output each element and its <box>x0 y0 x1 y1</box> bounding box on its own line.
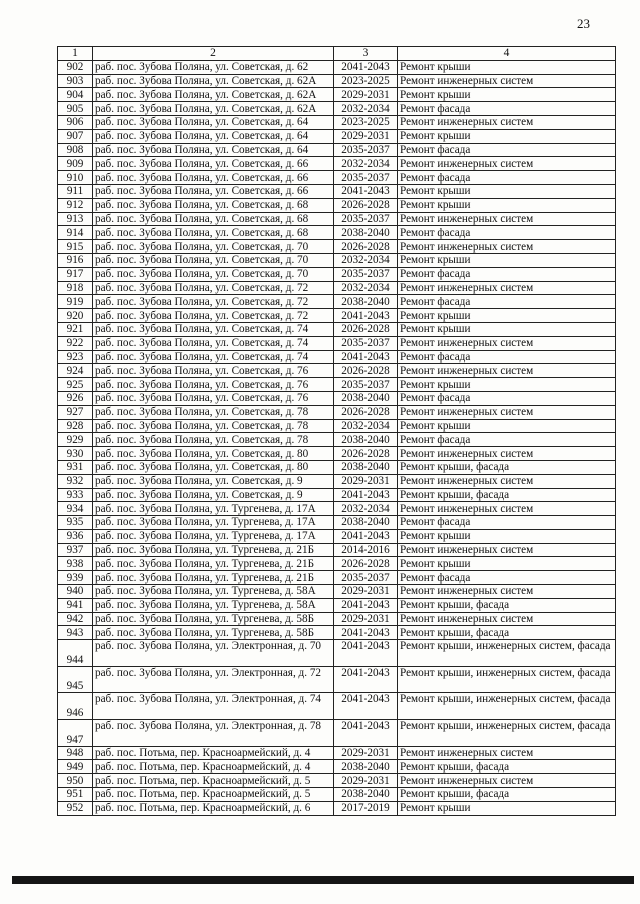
row-address: раб. пос. Зубова Поляна, ул. Советская, д. 68 <box>93 198 334 212</box>
row-period: 2032-2034 <box>334 281 398 295</box>
row-work: Ремонт крыши <box>398 253 616 267</box>
row-period: 2035-2037 <box>334 336 398 350</box>
row-work: Ремонт фасада <box>398 102 616 116</box>
row-period: 2029-2031 <box>334 746 398 760</box>
row-work: Ремонт фасада <box>398 171 616 185</box>
row-number: 911 <box>58 184 93 198</box>
table-row <box>58 309 616 323</box>
page-number: 23 <box>577 16 590 31</box>
row-work: Ремонт крыши, фасада <box>398 788 616 802</box>
row-period: 2041-2043 <box>334 488 398 502</box>
row-address: раб. пос. Зубова Поляна, ул. Тургенева, д. 58А <box>93 598 334 612</box>
row-work: Ремонт инженерных систем <box>398 364 616 378</box>
row-address: раб. пос. Зубова Поляна, ул. Тургенева, д. 58Б <box>93 612 334 626</box>
row-address: раб. пос. Зубова Поляна, ул. Советская, д. 66 <box>93 184 334 198</box>
table-row <box>58 788 616 802</box>
row-address: раб. пос. Зубова Поляна, ул. Советская, д. 70 <box>93 240 334 254</box>
row-period: 2026-2028 <box>334 240 398 254</box>
row-period: 2029-2031 <box>334 774 398 788</box>
row-work: Ремонт инженерных систем <box>398 336 616 350</box>
row-number: 902 <box>58 60 93 74</box>
row-number: 927 <box>58 405 93 419</box>
table-row <box>58 115 616 129</box>
row-address: раб. пос. Зубова Поляна, ул. Советская, д. 80 <box>93 447 334 461</box>
row-address: раб. пос. Зубова Поляна, ул. Тургенева, д. 17А <box>93 529 334 543</box>
table-body <box>58 60 616 815</box>
row-period: 2029-2031 <box>334 585 398 599</box>
row-period: 2032-2034 <box>334 419 398 433</box>
row-address: раб. пос. Потьма, пер. Красноармейский, д. 5 <box>93 774 334 788</box>
row-number: 920 <box>58 309 93 323</box>
row-number: 951 <box>58 788 93 802</box>
row-work: Ремонт инженерных систем <box>398 543 616 557</box>
row-period: 2029-2031 <box>334 129 398 143</box>
row-period: 2035-2037 <box>334 378 398 392</box>
table-row <box>58 184 616 198</box>
row-number: 937 <box>58 543 93 557</box>
table-row <box>58 571 616 585</box>
row-work: Ремонт инженерных систем <box>398 74 616 88</box>
row-work: Ремонт крыши <box>398 529 616 543</box>
table-row <box>58 253 616 267</box>
row-work: Ремонт крыши <box>398 198 616 212</box>
row-number: 905 <box>58 102 93 116</box>
row-work: Ремонт фасада <box>398 571 616 585</box>
row-work: Ремонт фасада <box>398 350 616 364</box>
row-work: Ремонт инженерных систем <box>398 474 616 488</box>
row-work: Ремонт крыши, инженерных систем, фасада <box>398 640 616 667</box>
row-address: раб. пос. Зубова Поляна, ул. Советская, д. 70 <box>93 253 334 267</box>
row-address: раб. пос. Зубова Поляна, ул. Советская, д. 76 <box>93 391 334 405</box>
row-period: 2035-2037 <box>334 267 398 281</box>
table-row <box>58 720 616 747</box>
row-address: раб. пос. Зубова Поляна, ул. Электронная, д. 74 <box>93 693 334 720</box>
row-number: 932 <box>58 474 93 488</box>
column-header-work: 4 <box>398 47 616 61</box>
row-address: раб. пос. Потьма, пер. Красноармейский, д. 4 <box>93 746 334 760</box>
row-number: 931 <box>58 460 93 474</box>
row-number: 946 <box>58 693 93 720</box>
table-row <box>58 516 616 530</box>
row-work: Ремонт инженерных систем <box>398 281 616 295</box>
row-address: раб. пос. Зубова Поляна, ул. Советская, д. 9 <box>93 474 334 488</box>
row-address: раб. пос. Зубова Поляна, ул. Тургенева, д. 17А <box>93 502 334 516</box>
table-row <box>58 529 616 543</box>
row-period: 2032-2034 <box>334 157 398 171</box>
table-row <box>58 171 616 185</box>
row-number: 916 <box>58 253 93 267</box>
table-row <box>58 612 616 626</box>
table-row <box>58 267 616 281</box>
table-row <box>58 295 616 309</box>
row-address: раб. пос. Зубова Поляна, ул. Советская, д. 66 <box>93 157 334 171</box>
row-address: раб. пос. Зубова Поляна, ул. Советская, д. 64 <box>93 115 334 129</box>
row-number: 919 <box>58 295 93 309</box>
column-header-number: 1 <box>58 47 93 61</box>
row-address: раб. пос. Зубова Поляна, ул. Тургенева, д. 17А <box>93 516 334 530</box>
table-row <box>58 143 616 157</box>
row-period: 2035-2037 <box>334 212 398 226</box>
row-address: раб. пос. Зубова Поляна, ул. Советская, д. 78 <box>93 419 334 433</box>
row-period: 2017-2019 <box>334 801 398 815</box>
row-work: Ремонт фасада <box>398 226 616 240</box>
row-number: 908 <box>58 143 93 157</box>
row-address: раб. пос. Потьма, пер. Красноармейский, д. 6 <box>93 801 334 815</box>
row-address: раб. пос. Зубова Поляна, ул. Советская, д. 80 <box>93 460 334 474</box>
row-address: раб. пос. Зубова Поляна, ул. Тургенева, д. 58А <box>93 585 334 599</box>
row-period: 2038-2040 <box>334 295 398 309</box>
row-number: 944 <box>58 640 93 667</box>
row-number: 915 <box>58 240 93 254</box>
row-period: 2029-2031 <box>334 612 398 626</box>
row-period: 2038-2040 <box>334 516 398 530</box>
row-work: Ремонт инженерных систем <box>398 157 616 171</box>
row-work: Ремонт крыши <box>398 378 616 392</box>
row-number: 903 <box>58 74 93 88</box>
row-number: 909 <box>58 157 93 171</box>
row-address: раб. пос. Зубова Поляна, ул. Советская, д. 66 <box>93 171 334 185</box>
table-row <box>58 693 616 720</box>
row-period: 2038-2040 <box>334 760 398 774</box>
row-period: 2023-2025 <box>334 74 398 88</box>
table-row <box>58 433 616 447</box>
row-period: 2041-2043 <box>334 529 398 543</box>
row-address: раб. пос. Зубова Поляна, ул. Советская, д. 62А <box>93 102 334 116</box>
row-number: 945 <box>58 666 93 693</box>
row-address: раб. пос. Зубова Поляна, ул. Советская, д. 72 <box>93 281 334 295</box>
row-work: Ремонт крыши <box>398 309 616 323</box>
table-row <box>58 405 616 419</box>
row-address: раб. пос. Зубова Поляна, ул. Советская, д. 9 <box>93 488 334 502</box>
row-address: раб. пос. Зубова Поляна, ул. Советская, д. 62А <box>93 88 334 102</box>
row-address: раб. пос. Зубова Поляна, ул. Тургенева, д. 21Б <box>93 543 334 557</box>
row-number: 913 <box>58 212 93 226</box>
row-period: 2032-2034 <box>334 502 398 516</box>
table-row <box>58 281 616 295</box>
row-address: раб. пос. Зубова Поляна, ул. Советская, д. 68 <box>93 212 334 226</box>
table-row <box>58 240 616 254</box>
row-work: Ремонт крыши <box>398 88 616 102</box>
row-number: 917 <box>58 267 93 281</box>
row-period: 2041-2043 <box>334 666 398 693</box>
row-work: Ремонт фасада <box>398 267 616 281</box>
row-address: раб. пос. Зубова Поляна, ул. Советская, д. 72 <box>93 309 334 323</box>
row-address: раб. пос. Зубова Поляна, ул. Советская, д. 78 <box>93 433 334 447</box>
table-row <box>58 626 616 640</box>
row-work: Ремонт инженерных систем <box>398 502 616 516</box>
row-work: Ремонт фасада <box>398 433 616 447</box>
row-work: Ремонт крыши, фасада <box>398 598 616 612</box>
row-address: раб. пос. Зубова Поляна, ул. Советская, д. 62 <box>93 60 334 74</box>
row-address: раб. пос. Зубова Поляна, ул. Советская, д. 76 <box>93 378 334 392</box>
row-address: раб. пос. Зубова Поляна, ул. Советская, д. 76 <box>93 364 334 378</box>
row-number: 918 <box>58 281 93 295</box>
row-period: 2038-2040 <box>334 460 398 474</box>
row-work: Ремонт фасада <box>398 143 616 157</box>
row-number: 952 <box>58 801 93 815</box>
row-work: Ремонт крыши, инженерных систем, фасада <box>398 693 616 720</box>
row-number: 947 <box>58 720 93 747</box>
column-header-address: 2 <box>93 47 334 61</box>
row-number: 943 <box>58 626 93 640</box>
row-period: 2014-2016 <box>334 543 398 557</box>
row-number: 914 <box>58 226 93 240</box>
row-address: раб. пос. Зубова Поляна, ул. Электронная, д. 72 <box>93 666 334 693</box>
row-number: 934 <box>58 502 93 516</box>
table-row <box>58 488 616 502</box>
row-period: 2023-2025 <box>334 115 398 129</box>
row-period: 2035-2037 <box>334 571 398 585</box>
row-work: Ремонт инженерных систем <box>398 240 616 254</box>
row-number: 938 <box>58 557 93 571</box>
table-row <box>58 198 616 212</box>
row-work: Ремонт инженерных систем <box>398 212 616 226</box>
row-period: 2026-2028 <box>334 405 398 419</box>
row-work: Ремонт фасада <box>398 295 616 309</box>
row-period: 2038-2040 <box>334 226 398 240</box>
row-address: раб. пос. Зубова Поляна, ул. Советская, д. 62А <box>93 74 334 88</box>
row-work: Ремонт крыши, фасада <box>398 460 616 474</box>
column-header-period: 3 <box>334 47 398 61</box>
table-row <box>58 226 616 240</box>
row-work: Ремонт крыши, инженерных систем, фасада <box>398 720 616 747</box>
table-row <box>58 666 616 693</box>
table-row <box>58 502 616 516</box>
table-row <box>58 557 616 571</box>
row-period: 2041-2043 <box>334 598 398 612</box>
row-number: 928 <box>58 419 93 433</box>
row-work: Ремонт крыши <box>398 322 616 336</box>
row-period: 2026-2028 <box>334 557 398 571</box>
row-address: раб. пос. Зубова Поляна, ул. Тургенева, д. 21Б <box>93 557 334 571</box>
table-row <box>58 364 616 378</box>
row-work: Ремонт инженерных систем <box>398 746 616 760</box>
row-period: 2041-2043 <box>334 640 398 667</box>
row-work: Ремонт инженерных систем <box>398 447 616 461</box>
repair-schedule-table <box>57 46 616 816</box>
row-address: раб. пос. Зубова Поляна, ул. Советская, д. 74 <box>93 322 334 336</box>
table-row <box>58 391 616 405</box>
table-row <box>58 746 616 760</box>
table-row <box>58 460 616 474</box>
row-work: Ремонт инженерных систем <box>398 115 616 129</box>
row-work: Ремонт крыши <box>398 184 616 198</box>
row-number: 936 <box>58 529 93 543</box>
row-number: 941 <box>58 598 93 612</box>
row-work: Ремонт крыши <box>398 801 616 815</box>
row-work: Ремонт крыши <box>398 129 616 143</box>
table-row <box>58 74 616 88</box>
row-period: 2026-2028 <box>334 447 398 461</box>
row-address: раб. пос. Зубова Поляна, ул. Электронная, д. 78 <box>93 720 334 747</box>
row-number: 907 <box>58 129 93 143</box>
table-row <box>58 474 616 488</box>
row-number: 949 <box>58 760 93 774</box>
row-period: 2035-2037 <box>334 171 398 185</box>
table-row <box>58 88 616 102</box>
table-row <box>58 543 616 557</box>
row-work: Ремонт крыши, фасада <box>398 488 616 502</box>
table-row <box>58 102 616 116</box>
row-number: 912 <box>58 198 93 212</box>
row-address: раб. пос. Зубова Поляна, ул. Советская, д. 74 <box>93 350 334 364</box>
row-number: 921 <box>58 322 93 336</box>
row-address: раб. пос. Потьма, пер. Красноармейский, д. 4 <box>93 760 334 774</box>
row-number: 940 <box>58 585 93 599</box>
row-period: 2041-2043 <box>334 626 398 640</box>
row-number: 929 <box>58 433 93 447</box>
row-address: раб. пос. Зубова Поляна, ул. Тургенева, д. 21Б <box>93 571 334 585</box>
row-number: 906 <box>58 115 93 129</box>
row-period: 2032-2034 <box>334 102 398 116</box>
row-work: Ремонт инженерных систем <box>398 612 616 626</box>
row-period: 2035-2037 <box>334 143 398 157</box>
row-work: Ремонт крыши, инженерных систем, фасада <box>398 666 616 693</box>
row-address: раб. пос. Зубова Поляна, ул. Советская, д. 64 <box>93 143 334 157</box>
row-period: 2026-2028 <box>334 198 398 212</box>
row-period: 2029-2031 <box>334 88 398 102</box>
row-period: 2038-2040 <box>334 433 398 447</box>
table-row <box>58 60 616 74</box>
row-number: 930 <box>58 447 93 461</box>
row-address: раб. пос. Зубова Поляна, ул. Советская, д. 68 <box>93 226 334 240</box>
row-work: Ремонт крыши, фасада <box>398 760 616 774</box>
row-number: 948 <box>58 746 93 760</box>
row-period: 2041-2043 <box>334 350 398 364</box>
row-work: Ремонт крыши, фасада <box>398 626 616 640</box>
row-address: раб. пос. Зубова Поляна, ул. Тургенева, д. 58Б <box>93 626 334 640</box>
row-number: 933 <box>58 488 93 502</box>
row-work: Ремонт инженерных систем <box>398 774 616 788</box>
row-period: 2041-2043 <box>334 184 398 198</box>
table-row <box>58 378 616 392</box>
row-work: Ремонт крыши <box>398 557 616 571</box>
table-row <box>58 447 616 461</box>
row-number: 904 <box>58 88 93 102</box>
row-period: 2032-2034 <box>334 253 398 267</box>
table-row <box>58 419 616 433</box>
row-work: Ремонт инженерных систем <box>398 585 616 599</box>
row-number: 939 <box>58 571 93 585</box>
row-work: Ремонт фасада <box>398 516 616 530</box>
row-period: 2041-2043 <box>334 60 398 74</box>
row-number: 926 <box>58 391 93 405</box>
scan-edge-bar <box>12 876 634 884</box>
table-header-row <box>58 47 616 61</box>
table-row <box>58 774 616 788</box>
row-work: Ремонт крыши <box>398 60 616 74</box>
row-period: 2041-2043 <box>334 693 398 720</box>
row-period: 2026-2028 <box>334 322 398 336</box>
table-row <box>58 598 616 612</box>
row-number: 923 <box>58 350 93 364</box>
table-row <box>58 336 616 350</box>
table-row <box>58 801 616 815</box>
row-period: 2038-2040 <box>334 788 398 802</box>
row-address: раб. пос. Зубова Поляна, ул. Советская, д. 72 <box>93 295 334 309</box>
row-address: раб. пос. Зубова Поляна, ул. Советская, д. 64 <box>93 129 334 143</box>
row-period: 2029-2031 <box>334 474 398 488</box>
table-row <box>58 350 616 364</box>
table-row <box>58 157 616 171</box>
table-row <box>58 760 616 774</box>
row-number: 925 <box>58 378 93 392</box>
row-number: 942 <box>58 612 93 626</box>
row-period: 2041-2043 <box>334 720 398 747</box>
table-row <box>58 640 616 667</box>
row-address: раб. пос. Зубова Поляна, ул. Советская, д. 78 <box>93 405 334 419</box>
table-row <box>58 129 616 143</box>
row-work: Ремонт фасада <box>398 391 616 405</box>
row-work: Ремонт инженерных систем <box>398 405 616 419</box>
row-number: 924 <box>58 364 93 378</box>
table-row <box>58 322 616 336</box>
table-row <box>58 585 616 599</box>
row-period: 2041-2043 <box>334 309 398 323</box>
row-number: 935 <box>58 516 93 530</box>
table-row <box>58 212 616 226</box>
row-address: раб. пос. Зубова Поляна, ул. Советская, д. 74 <box>93 336 334 350</box>
row-work: Ремонт крыши <box>398 419 616 433</box>
row-number: 950 <box>58 774 93 788</box>
row-address: раб. пос. Зубова Поляна, ул. Электронная, д. 70 <box>93 640 334 667</box>
row-number: 922 <box>58 336 93 350</box>
row-address: раб. пос. Потьма, пер. Красноармейский, д. 5 <box>93 788 334 802</box>
row-period: 2038-2040 <box>334 391 398 405</box>
row-period: 2026-2028 <box>334 364 398 378</box>
row-address: раб. пос. Зубова Поляна, ул. Советская, д. 70 <box>93 267 334 281</box>
row-number: 910 <box>58 171 93 185</box>
